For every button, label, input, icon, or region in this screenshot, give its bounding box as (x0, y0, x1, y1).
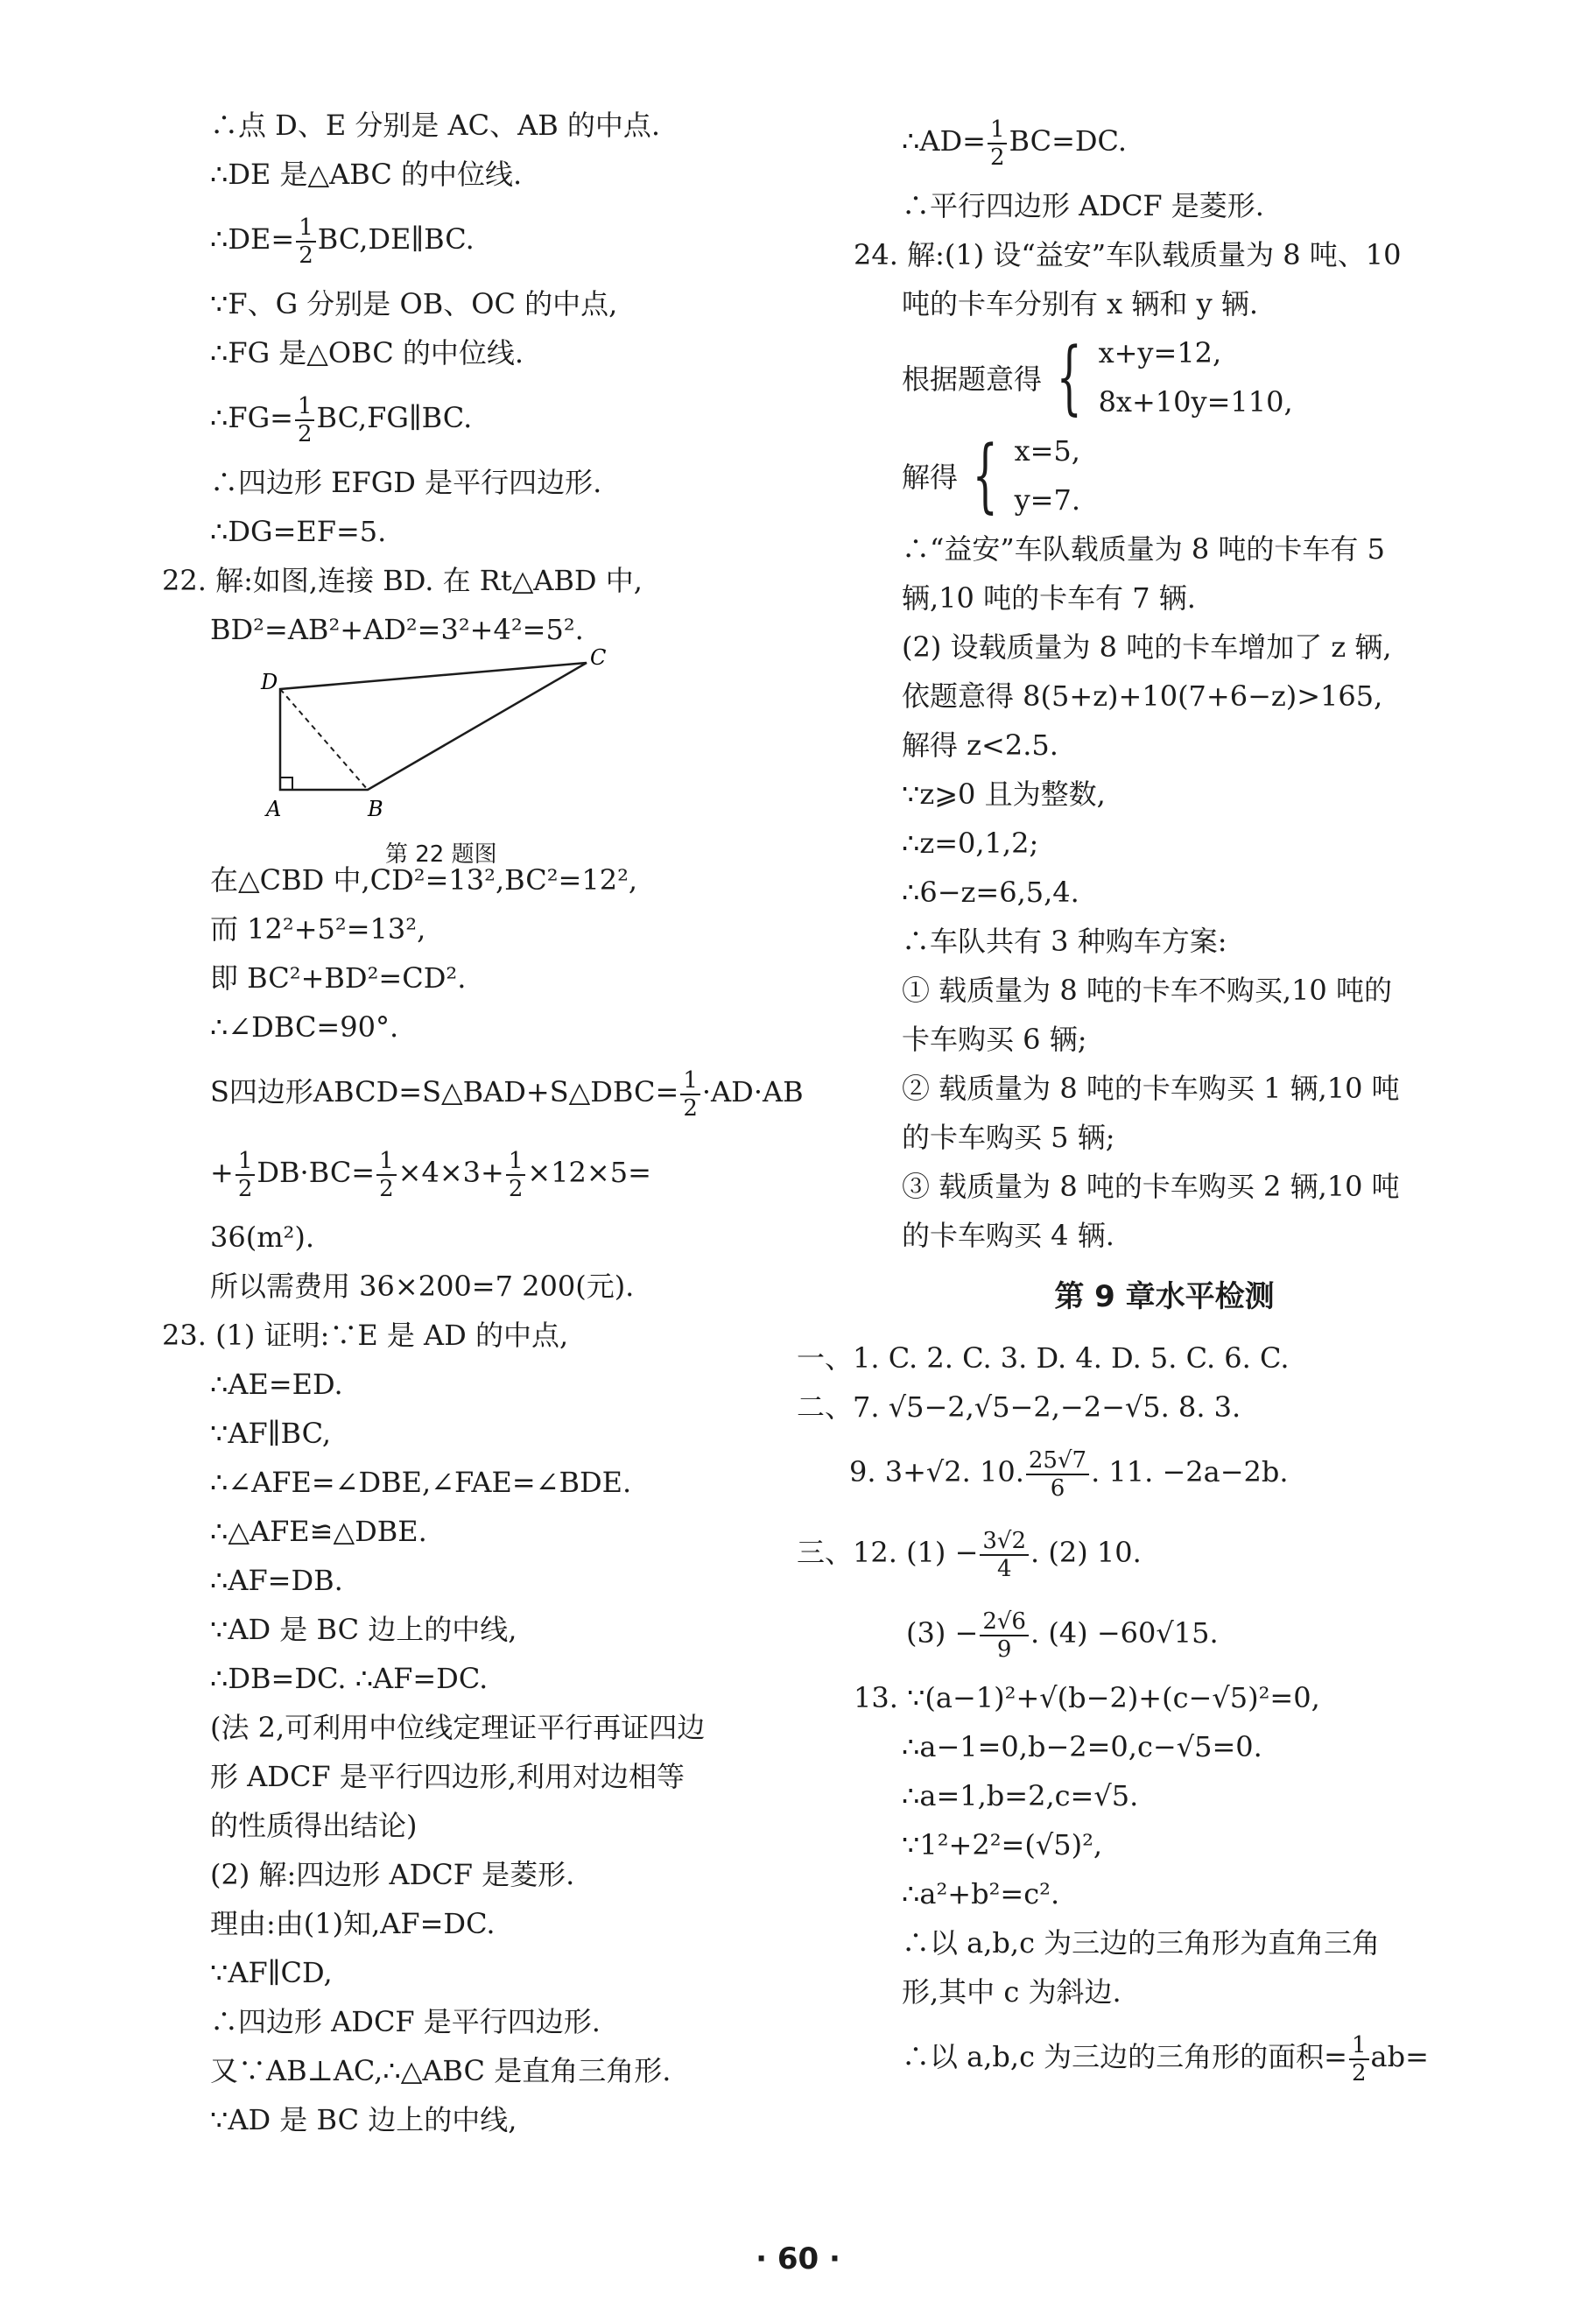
fraction (506, 1148, 526, 1202)
text-line: 即 BC²+BD²=CD². (210, 961, 467, 995)
fraction (988, 116, 1008, 171)
text-line: ② 载质量为 8 吨的卡车购买 1 辆,10 吨 (902, 1072, 1400, 1105)
numerator: 1 (988, 116, 1008, 144)
text-span: ×12×5= (527, 1156, 651, 1189)
fraction (680, 1067, 700, 1122)
numerator: 3√2 (980, 1528, 1029, 1556)
text-span: ·AD·AB (701, 1075, 804, 1108)
text-line: ∴∠DBC=90°. (210, 1010, 399, 1044)
text-line: ∴6−z=6,5,4. (902, 876, 1079, 909)
label-d: D (261, 670, 278, 694)
numerator: 1 (376, 1148, 397, 1176)
text-span: BC,FG∥BC. (316, 401, 473, 434)
text-line: 又∵AB⊥AC,∴△ABC 是直角三角形. (210, 2054, 671, 2087)
text-line: ∵AF∥CD, (210, 1956, 333, 1989)
figure-22 (236, 645, 607, 868)
left-brace-icon: { (972, 428, 998, 522)
quadrilateral-diagram (236, 645, 607, 829)
text-line: ∴z=0,1,2; (902, 827, 1039, 860)
fraction (980, 1608, 1029, 1663)
numerator: 25√7 (1026, 1447, 1089, 1475)
text-line: 依题意得 8(5+z)+10(7+6−z)>165, (902, 679, 1383, 713)
numerator: 1 (506, 1148, 526, 1176)
text-line: ∵AD 是 BC 边上的中线, (210, 1613, 517, 1646)
text-line: 辆,10 吨的卡车有 7 辆. (902, 581, 1196, 615)
denominator: 2 (1352, 2059, 1367, 2086)
text-line: ∴平行四边形 ADCF 是菱形. (902, 189, 1264, 222)
problem-22-start: 22. 解:如图,连接 BD. 在 Rt△ABD 中, (162, 564, 643, 597)
text-line: ∵F、G 分别是 OB、OC 的中点, (210, 287, 618, 320)
text-span: + (210, 1156, 234, 1189)
text-span: ∴FG= (210, 401, 293, 434)
denominator: 2 (508, 1175, 524, 1202)
text-line: (2) 设载质量为 8 吨的卡车增加了 z 辆, (902, 630, 1392, 664)
text-line: ∴以 a,b,c 为三边的三角形为直角三角 (902, 1926, 1381, 1960)
text-line: ∴DG=EF=5. (210, 515, 387, 548)
problem-13-start: 13. ∵(a−1)²+√(b−2)+(c−√5)²=0, (854, 1681, 1320, 1714)
text-line: 的卡车购买 4 辆. (902, 1219, 1114, 1252)
system-label: 解得 (902, 461, 959, 494)
text-line: ∴a=1,b=2,c=√5. (902, 1779, 1139, 1812)
system-label: 根据题意得 (902, 362, 1043, 396)
right-angle-mark (280, 778, 292, 790)
fraction (1026, 1447, 1089, 1502)
equation: x+y=12, (1098, 336, 1222, 369)
fraction (296, 215, 316, 269)
text-line: ∴DB=DC. ∴AF=DC. (210, 1662, 489, 1695)
text-line: ∴AF=DB. (210, 1564, 343, 1597)
left-brace-icon: { (1056, 330, 1082, 424)
numerator: 1 (680, 1067, 700, 1095)
text-line: 吨的卡车分别有 x 辆和 y 辆. (902, 287, 1258, 320)
text-span: ∴DE= (210, 222, 295, 256)
denominator: 9 (996, 1636, 1012, 1663)
fraction (295, 393, 315, 447)
text-line: ∴a²+b²=c². (902, 1877, 1060, 1910)
figure-caption: 第 22 题图 (385, 841, 497, 868)
text-line: ∴AE=ED. (210, 1368, 343, 1401)
solution-system (902, 426, 1462, 524)
text-line (210, 377, 779, 458)
text-line: ∴车队共有 3 种购车方案: (902, 925, 1227, 958)
text-span: (3) − (906, 1616, 979, 1650)
text-span: S四边形ABCD=S△BAD+S△DBC= (210, 1075, 679, 1108)
text-span: 9. 3+√2. 10. (849, 1455, 1024, 1488)
text-line: ∵1²+2²=(√5)², (902, 1828, 1103, 1861)
text-line: ∴四边形 ADCF 是平行四边形. (210, 2005, 601, 2038)
fraction (1349, 2032, 1369, 2086)
text-line: (法 2,可利用中位线定理证平行再证四边 (210, 1711, 706, 1744)
text-line: 卡车购买 6 辆; (902, 1023, 1087, 1056)
text-span: ab= (1370, 2040, 1429, 2073)
equation: y=7. (1014, 483, 1080, 517)
numerator: 1 (295, 393, 315, 421)
text-span: 三、12. (1) − (797, 1536, 979, 1569)
text-line: 所以需费用 36×200=7 200(元). (210, 1270, 635, 1303)
system-equations (1015, 426, 1080, 524)
denominator: 2 (237, 1175, 253, 1202)
answers-part-2: 二、7. √5−2,√5−2,−2−√5. 8. 3. (797, 1390, 1241, 1424)
denominator: 6 (1050, 1474, 1065, 1502)
text-line: ∴∠AFE=∠DBE,∠FAE=∠BDE. (210, 1466, 632, 1499)
text-line (902, 101, 1462, 181)
left-column (162, 101, 804, 2144)
text-line: ∵z⩾0 且为整数, (902, 778, 1106, 811)
text-span: . 11. −2a−2b. (1091, 1455, 1289, 1488)
text-line: 形 ADCF 是平行四边形,利用对边相等 (210, 1760, 685, 1793)
text-line: ∴FG 是△OBC 的中位线. (210, 336, 524, 369)
section-title: 第 9 章水平检测 (1054, 1279, 1275, 1314)
answers-part-1: 一、1. C. 2. C. 3. D. 4. D. 5. C. 6. C. (797, 1341, 1290, 1375)
text-line: ∴a−1=0,b−2=0,c−√5=0. (902, 1730, 1262, 1763)
text-line (210, 1052, 804, 1132)
quadrilateral-outline (280, 663, 587, 790)
denominator: 2 (989, 144, 1005, 171)
denominator: 2 (379, 1175, 394, 1202)
text-line: ③ 载质量为 8 吨的卡车购买 2 辆,10 吨 (902, 1170, 1400, 1203)
fraction (376, 1148, 397, 1202)
text-line: ∴“益安”车队载质量为 8 吨的卡车有 5 (902, 532, 1385, 566)
text-line: 在△CBD 中,CD²=13²,BC²=12², (210, 863, 638, 897)
equation-system (902, 328, 1462, 426)
answers-part-3 (797, 1512, 1462, 1593)
numerator: 2√6 (980, 1608, 1029, 1636)
denominator: 2 (299, 242, 313, 269)
text-span: ×4×3+ (397, 1156, 504, 1189)
right-column (797, 101, 1462, 2097)
system-equations (1099, 328, 1293, 426)
label-a: A (266, 797, 282, 821)
text-line: 解得 z<2.5. (902, 728, 1058, 762)
equation: 8x+10y=110, (1098, 385, 1293, 419)
diagonal-bd (280, 689, 368, 790)
text-line (210, 1132, 779, 1213)
text-line: 而 12²+5²=13², (210, 912, 426, 946)
text-span: ∴AD= (902, 124, 986, 158)
text-line: 形,其中 c 为斜边. (902, 1975, 1121, 2009)
text-line: ∴四边形 EFGD 是平行四边形. (210, 466, 602, 499)
text-span: BC=DC. (1009, 124, 1128, 158)
text-line: ① 载质量为 8 吨的卡车不购买,10 吨的 (902, 974, 1392, 1007)
text-span: BC,DE∥BC. (317, 222, 475, 256)
text-span: DB·BC= (257, 1156, 376, 1189)
text-line: 的卡车购买 5 辆; (902, 1121, 1115, 1154)
problem-24-start: 24. 解:(1) 设“益安”车队载质量为 8 吨、10 (854, 238, 1402, 271)
text-line: ∵AF∥BC, (210, 1417, 332, 1450)
text-line: 36(m²). (210, 1221, 315, 1254)
text-span: . (4) −60√15. (1030, 1616, 1219, 1650)
text-line: (2) 解:四边形 ADCF 是菱形. (210, 1858, 575, 1891)
label-b: B (368, 797, 383, 821)
label-c: C (590, 645, 607, 670)
text-line: ∵AD 是 BC 边上的中线, (210, 2103, 517, 2136)
text-line: ∴点 D、E 分别是 AC、AB 的中点. (210, 109, 661, 142)
fraction (980, 1528, 1029, 1582)
text-line (902, 2016, 1462, 2097)
text-span: ∴以 a,b,c 为三边的三角形的面积= (902, 2040, 1347, 2073)
text-line (210, 199, 779, 279)
denominator: 4 (996, 1555, 1012, 1582)
text-line: 理由:由(1)知,AF=DC. (210, 1907, 496, 1940)
text-line (906, 1593, 1462, 1673)
text-line (849, 1432, 1462, 1512)
equation: x=5, (1014, 434, 1080, 468)
text-line: ∴DE 是△ABC 的中位线. (210, 158, 523, 191)
text-line: BD²=AB²+AD²=3²+4²=5². (210, 613, 584, 646)
denominator: 2 (297, 420, 313, 447)
page-number: · 60 · (756, 2241, 840, 2276)
text-line: ∴△AFE≌△DBE. (210, 1515, 427, 1548)
problem-23-start: 23. (1) 证明:∵E 是 AD 的中点, (162, 1319, 569, 1352)
numerator: 1 (1349, 2032, 1369, 2060)
numerator: 1 (296, 215, 316, 243)
fraction (236, 1148, 256, 1202)
text-line: 的性质得出结论) (210, 1809, 418, 1842)
numerator: 1 (236, 1148, 256, 1176)
text-span: . (2) 10. (1030, 1536, 1142, 1569)
denominator: 2 (683, 1094, 698, 1122)
